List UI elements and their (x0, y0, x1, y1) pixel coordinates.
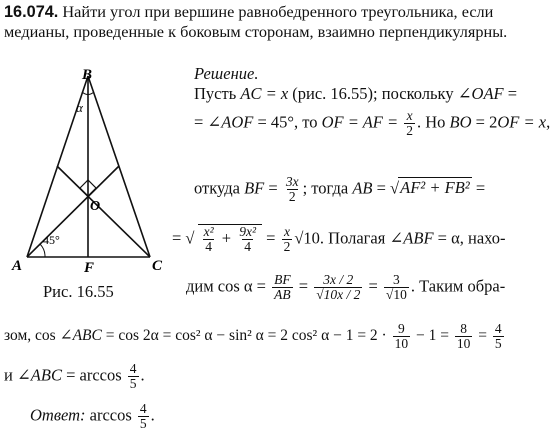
median-from-c (57, 166, 150, 257)
solution-line-1: Пусть AC = x (рис. 16.55); поскольку ∠OAF = (194, 84, 518, 103)
solution-line-2: = ∠AOF = 45°, то OF = AF = $\frac{x}{2}$ . Но BO = 2OF = x, (194, 108, 550, 138)
solution-line-6: зом, cos ∠ABC = cos 2α = cos² α − sin² α = 2 cos² α − 1 = 2 · $\frac{9}{10}$ − 1 = $\frac{8}{10}$ = $\frac{4}{5}$ (4, 321, 502, 351)
label-o: O (90, 199, 101, 214)
answer-label: Ответ: (30, 405, 86, 425)
problem-text: Найти угол при вершине равнобедренного треугольника, если медианы, проведенные к боковым сторонам, взаимно перпендикулярны. (4, 2, 508, 41)
fraction-x-over-2: $\frac{x}{2}$ (406, 108, 413, 138)
median-from-a (27, 166, 119, 257)
problem-number: 16.074. (4, 3, 59, 21)
answer-line: Ответ: arccos $\frac{4}{5}$ . (30, 401, 155, 431)
label-alpha: α (76, 100, 83, 115)
label-a: A (12, 258, 23, 274)
label-45: 45° (43, 233, 60, 247)
solution-line-7: и ∠ABC = arccos $\frac{4}{5}$ . (4, 361, 145, 391)
figure-caption: Рис. 16.55 (43, 282, 114, 301)
solution-heading: Решение. (194, 64, 259, 83)
label-c: C (152, 258, 163, 274)
solution-line-3: откуда BF = $\frac{3x}{2}$ ; тогда AB = √AF² + FB² = (194, 174, 486, 204)
label-f: F (84, 260, 95, 276)
label-b: B (82, 67, 93, 83)
solution-line-5: дим cos α = $\frac{BF}{AB}$ = $\frac{3x / 2}{√10x / 2}$ = $\frac{3}{√10}$ . Таким обра- (186, 272, 506, 302)
triangle-figure (0, 66, 180, 276)
problem-statement (4, 2, 529, 41)
solution-line-4: = √ $\frac{\text{x²}}{4}$ + $\frac{\text{9x²}}{4}$ = $\frac{x}{2}$ √10. Полагая ∠ABF = α, нахо- (172, 224, 506, 254)
fraction-3x-over-2: $\frac{3x}{2}$ (285, 174, 299, 204)
